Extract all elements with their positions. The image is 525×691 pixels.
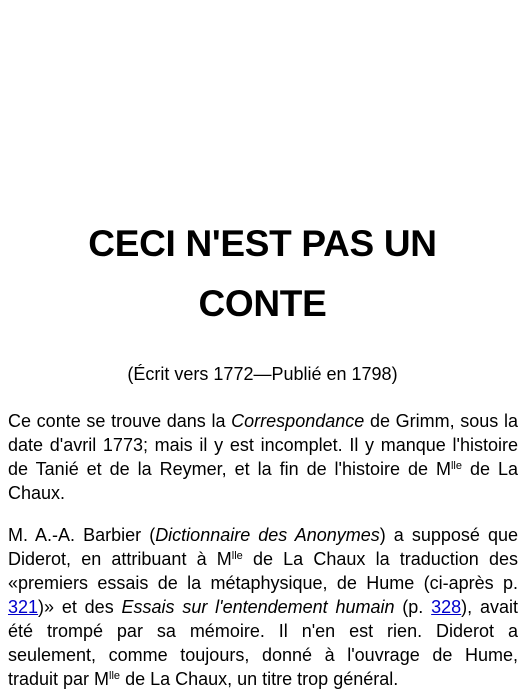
paragraph-2-superscript-2: lle bbox=[109, 670, 121, 682]
paragraph-2-italic-2: Essais sur l'entendement humain bbox=[121, 597, 395, 617]
paragraph-2-italic-1: Dictionnaire des Anonymes bbox=[155, 525, 380, 545]
paragraph-2-superscript-1: lle bbox=[231, 550, 243, 562]
chapter-title-line-1: CECI N'EST PAS UN bbox=[88, 223, 437, 264]
paragraph-2-text-6: ), avait été trompé par sa mémoire. Il n'en est rien. Diderot a seulement, comme toujours, donné à l'ouvrage de Hume, traduit par M bbox=[8, 597, 518, 689]
paragraph-2 bbox=[8, 523, 518, 691]
page-link-328[interactable]: 328 bbox=[431, 597, 462, 617]
paragraph-2-text-3: de La Chaux la traduction des «premiers essais de la métaphysique, de Hume (ci-après p. bbox=[8, 549, 518, 593]
paragraph-2-text-4: )» et des bbox=[38, 597, 122, 617]
paragraph-1-text-1: Ce conte se trouve dans la bbox=[8, 411, 232, 431]
page-link-321[interactable]: 321 bbox=[8, 597, 39, 617]
chapter-title-line-2: CONTE bbox=[198, 283, 327, 324]
paragraph-1 bbox=[8, 409, 518, 505]
chapter-subtitle: (Écrit vers 1772—Publié en 1798) bbox=[127, 364, 398, 384]
paragraph-2-text-1: M. A.-A. Barbier ( bbox=[8, 525, 156, 545]
chapter-title bbox=[0, 214, 525, 334]
paragraph-1-text-2: de Grimm, sous la date d'avril 1773; mais il y est incomplet. Il y manque l'histoire de Tanié et de la Reymer, et la fin de l'histoire de M bbox=[8, 411, 518, 479]
paragraph-2-text-5: (p. bbox=[394, 597, 432, 617]
paragraph-1-superscript-1: lle bbox=[450, 460, 462, 472]
paragraph-2-text-7: de La Chaux, un titre trop général. bbox=[120, 669, 399, 689]
paragraph-2-text-2: ) a supposé que Diderot, en attribuant à M bbox=[8, 525, 518, 569]
paragraph-1-italic-1: Correspondance bbox=[231, 411, 365, 431]
paragraph-1-text-3: de La Chaux. bbox=[8, 459, 518, 503]
